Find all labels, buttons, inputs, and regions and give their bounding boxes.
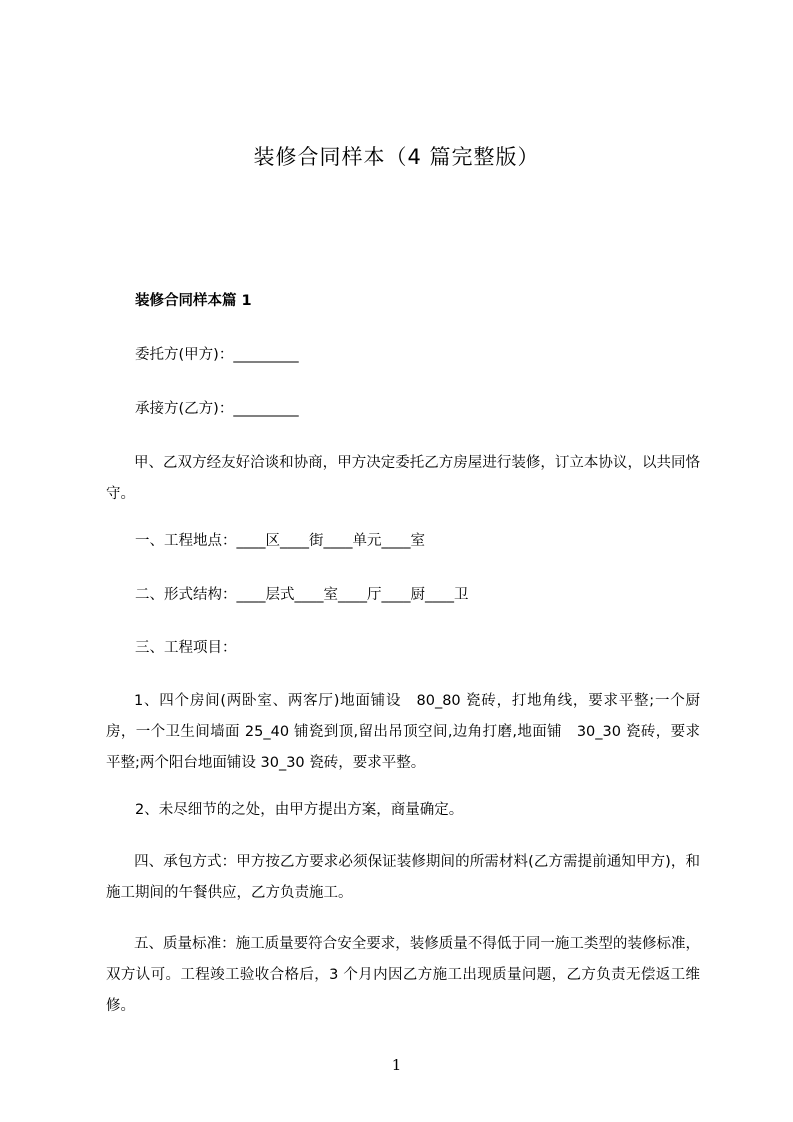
client-line: 委托方(甲方)：_________ — [135, 347, 299, 363]
intro-paragraph-text: 甲、乙双方经友好洽谈和协商，甲方决定委托乙方房屋进行装修，订立本协议，以共同恪守。 — [106, 455, 700, 502]
clause-quality-standard-text: 五、质量标准：施工质量要符合安全要求，装修质量不得低于同一施工类型的装修标准，双方认可。工程竣工验收合格后，3 个月内因乙方施工出现质量问题，乙方负责无偿返工维修。 — [106, 936, 700, 1014]
clause-contract-method — [106, 847, 700, 909]
project-item-2: 2、未尽细节的之处，由甲方提出方案，商量确定。 — [135, 802, 464, 818]
clause-project: 三、工程项目： — [135, 640, 237, 656]
project-item-1 — [106, 686, 700, 779]
clause-quality-standard — [106, 929, 700, 1022]
contractor-line: 承接方(乙方)：_________ — [135, 401, 299, 417]
project-item-1-text: 1、四个房间(两卧室、两客厅)地面铺设 80_80 瓷砖，打地角线，要求平整;一个厨房，一个卫生间墙面 25_40 铺瓷到顶,留出吊顶空间,边角打磨,地面铺 30_30 瓷砖，要求平整;两个阳台地面铺设 30_30 瓷砖，要求平整。 — [106, 693, 700, 771]
clause-contract-method-text: 四、承包方式：甲方按乙方要求必须保证装修期间的所需材料(乙方需提前通知甲方)，和施工期间的午餐供应，乙方负责施工。 — [106, 854, 700, 901]
clause-structure: 二、形式结构：____层式____室____厅____厨____卫 — [135, 587, 469, 603]
section-heading: 装修合同样本篇 1 — [135, 293, 252, 309]
page-number: 1 — [391, 1056, 402, 1074]
document-title: 装修合同样本（4 篇完整版） — [253, 145, 540, 169]
clause-location: 一、工程地点：____区____街____单元____室 — [135, 533, 425, 549]
intro-paragraph — [106, 448, 700, 510]
